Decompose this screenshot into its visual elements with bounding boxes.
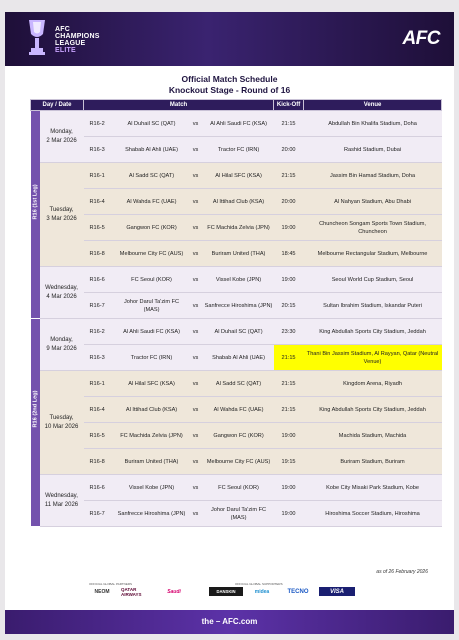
date-text: Wednesday, 4 Mar 2026 [45, 284, 78, 300]
home-team: Vissel Kobe (JPN) [116, 475, 188, 501]
table-row [31, 371, 442, 397]
vs-label: vs [188, 293, 204, 319]
header-banner [5, 12, 454, 66]
leg-band-1 [31, 111, 40, 319]
away-team: Shabab Al Ahli (UAE) [204, 345, 274, 371]
venue: Kingdom Arena, Riyadh [304, 371, 442, 397]
leg-1-label: R16 (1st Leg) [32, 183, 38, 219]
match-code: R16-7 [84, 293, 116, 319]
away-team: Gangwon FC (KOR) [204, 423, 274, 449]
table-row [31, 111, 442, 137]
schedule-table [30, 99, 442, 527]
venue-highlighted: Thani Bin Jassim Stadium, Al Rayyan, Qatar (Neutral Venue) [304, 345, 442, 371]
kickoff-time: 19:00 [274, 423, 304, 449]
schedule-page [5, 12, 454, 634]
match-code: R16-7 [84, 501, 116, 527]
venue: Jassim Bin Hamad Stadium, Doha [304, 163, 442, 189]
match-code: R16-1 [84, 371, 116, 397]
column-header-match: Match [84, 100, 274, 111]
kickoff-time: 21:15 [274, 163, 304, 189]
vs-label: vs [188, 137, 204, 163]
table-row [31, 423, 442, 449]
kickoff-time: 20:00 [274, 189, 304, 215]
vs-label: vs [188, 215, 204, 241]
as-of-note: as of 26 February 2026 [376, 569, 428, 575]
table-header-row [31, 100, 442, 111]
partners-label: OFFICIAL GLOBAL PARTNERS [89, 582, 133, 586]
kickoff-time: 19:15 [274, 449, 304, 475]
supporters-label: OFFICIAL GLOBAL SUPPORTERS [235, 582, 283, 586]
sponsor-logo: DANSKIN [209, 587, 243, 596]
vs-label: vs [188, 267, 204, 293]
table-row [31, 137, 442, 163]
home-team: Al Ittihad Club (KSA) [116, 397, 188, 423]
table-row [31, 345, 442, 371]
venue: Al Nahyan Stadium, Abu Dhabi [304, 189, 442, 215]
home-team: FC Machida Zelvia (JPN) [116, 423, 188, 449]
home-team: Buriram United (THA) [116, 449, 188, 475]
brand-line-2: CHAMPIONS [55, 33, 100, 40]
sponsor-logo: VISA [319, 587, 355, 596]
home-team: FC Seoul (KOR) [116, 267, 188, 293]
page-title: Official Match Schedule [181, 74, 278, 84]
away-team: Al Ahli Saudi FC (KSA) [204, 111, 274, 137]
venue: Melbourne Rectangular Stadium, Melbourne [304, 241, 442, 267]
kickoff-time: 19:00 [274, 267, 304, 293]
vs-label: vs [188, 371, 204, 397]
match-code: R16-4 [84, 397, 116, 423]
vs-label: vs [188, 319, 204, 345]
footer-banner: the – AFC.com [5, 610, 454, 634]
away-team: Johor Darul Ta'zim FC (MAS) [204, 501, 274, 527]
kickoff-time: 20:00 [274, 137, 304, 163]
table-row [31, 163, 442, 189]
sponsor-logo: Saudi [167, 588, 181, 595]
date-cell [40, 267, 84, 319]
match-code: R16-2 [84, 319, 116, 345]
table-row [31, 319, 442, 345]
trophy-logo-icon [23, 16, 51, 60]
brand-line-4: ELITE [55, 47, 76, 54]
table-row [31, 397, 442, 423]
away-team: Al Wahda FC (UAE) [204, 397, 274, 423]
venue: Hiroshima Soccer Stadium, Hiroshima [304, 501, 442, 527]
kickoff-time: 19:00 [274, 501, 304, 527]
table-row [31, 189, 442, 215]
date-text: Tuesday, 3 Mar 2026 [46, 206, 77, 222]
away-team: Vissel Kobe (JPN) [204, 267, 274, 293]
match-code: R16-3 [84, 345, 116, 371]
venue: Machida Stadium, Machida [304, 423, 442, 449]
table-row [31, 501, 442, 527]
match-code: R16-6 [84, 267, 116, 293]
home-team: Tractor FC (IRN) [116, 345, 188, 371]
venue: Abdullah Bin Khalifa Stadium, Doha [304, 111, 442, 137]
home-team: Shabab Al Ahli (UAE) [116, 137, 188, 163]
kickoff-time: 19:00 [274, 475, 304, 501]
home-team: Sanfrecce Hiroshima (JPN) [116, 501, 188, 527]
date-cell [40, 111, 84, 163]
match-code: R16-3 [84, 137, 116, 163]
column-header-venue: Venue [304, 100, 442, 111]
match-code: R16-8 [84, 241, 116, 267]
venue: Kobe City Misaki Park Stadium, Kobe [304, 475, 442, 501]
venue: Chuncheon Songam Sports Town Stadium, Chuncheon [304, 215, 442, 241]
vs-label: vs [188, 241, 204, 267]
home-team: Al Hilal SFC (KSA) [116, 371, 188, 397]
kickoff-time: 21:15 [274, 371, 304, 397]
match-code: R16-5 [84, 215, 116, 241]
vs-label: vs [188, 345, 204, 371]
home-team: Gangwon FC (KOR) [116, 215, 188, 241]
kickoff-time: 19:00 [274, 215, 304, 241]
table-row [31, 267, 442, 293]
sponsor-logo: NEOM [94, 588, 110, 595]
date-cell [40, 319, 84, 371]
away-team: Al Duhail SC (QAT) [204, 319, 274, 345]
vs-label: vs [188, 475, 204, 501]
match-code: R16-4 [84, 189, 116, 215]
column-header-kickoff: Kick-Off [274, 100, 304, 111]
table-row [31, 475, 442, 501]
away-team: Tractor FC (IRN) [204, 137, 274, 163]
date-text: Monday, 2 Mar 2026 [46, 128, 77, 144]
home-team: Al Duhail SC (QAT) [116, 111, 188, 137]
leg-band-2 [31, 319, 40, 527]
away-team: FC Machida Zelvia (JPN) [204, 215, 274, 241]
sponsor-logo: QATAR AIRWAYS [121, 586, 142, 597]
venue: King Abdullah Sports City Stadium, Jeddah [304, 319, 442, 345]
venue: Seoul World Cup Stadium, Seoul [304, 267, 442, 293]
vs-label: vs [188, 501, 204, 527]
away-team: Sanfrecce Hiroshima (JPN) [204, 293, 274, 319]
match-code: R16-6 [84, 475, 116, 501]
away-team: FC Seoul (KOR) [204, 475, 274, 501]
kickoff-time: 23:30 [274, 319, 304, 345]
leg-2-label: R16 (2nd Leg) [32, 390, 38, 427]
venue: Rashid Stadium, Dubai [304, 137, 442, 163]
venue: King Abdullah Sports City Stadium, Jeddah [304, 397, 442, 423]
home-team: Al Ahli Saudi FC (KSA) [116, 319, 188, 345]
brand-line-3: LEAGUE [55, 40, 86, 47]
date-text: Wednesday, 11 Mar 2026 [44, 492, 79, 508]
away-team: Al Hilal SFC (KSA) [204, 163, 274, 189]
date-text: Monday, 9 Mar 2026 [46, 336, 77, 352]
kickoff-time: 20:15 [274, 293, 304, 319]
match-code: R16-2 [84, 111, 116, 137]
table-row [31, 215, 442, 241]
page-subtitle: Knockout Stage - Round of 16 [168, 85, 291, 95]
date-text: Tuesday, 10 Mar 2026 [44, 414, 79, 430]
table-row [31, 449, 442, 475]
kickoff-time: 18:45 [274, 241, 304, 267]
brand-line-1: AFC [55, 26, 70, 33]
home-team: Al Sadd SC (QAT) [116, 163, 188, 189]
away-team: Melbourne City FC (AUS) [204, 449, 274, 475]
home-team: Melbourne City FC (AUS) [116, 241, 188, 267]
table-row [31, 293, 442, 319]
match-code: R16-8 [84, 449, 116, 475]
away-team: Al Sadd SC (QAT) [204, 371, 274, 397]
kickoff-time: 21:15 [274, 111, 304, 137]
column-header-date: Day / Date [31, 100, 84, 111]
kickoff-time-highlighted: 21:15 [274, 345, 304, 371]
date-cell [40, 371, 84, 475]
venue: Sultan Ibrahim Stadium, Iskandar Puteri [304, 293, 442, 319]
away-team: Al Ittihad Club (KSA) [204, 189, 274, 215]
date-cell [40, 475, 84, 527]
vs-label: vs [188, 423, 204, 449]
sponsor-strip [85, 582, 365, 602]
table-row [31, 241, 442, 267]
vs-label: vs [188, 449, 204, 475]
sponsor-logo: midea [254, 588, 270, 595]
match-code: R16-5 [84, 423, 116, 449]
sponsor-logo: TECNO [287, 588, 309, 595]
kickoff-time: 21:15 [274, 397, 304, 423]
vs-label: vs [188, 189, 204, 215]
away-team: Buriram United (THA) [204, 241, 274, 267]
vs-label: vs [188, 163, 204, 189]
home-team: Al Wahda FC (UAE) [116, 189, 188, 215]
vs-label: vs [188, 397, 204, 423]
competition-wordmark [55, 26, 100, 54]
venue: Buriram Stadium, Buriram [304, 449, 442, 475]
vs-label: vs [188, 111, 204, 137]
match-code: R16-1 [84, 163, 116, 189]
date-cell [40, 163, 84, 267]
home-team: Johor Darul Ta'zim FC (MAS) [116, 293, 188, 319]
afc-logo: AFC [402, 28, 440, 49]
